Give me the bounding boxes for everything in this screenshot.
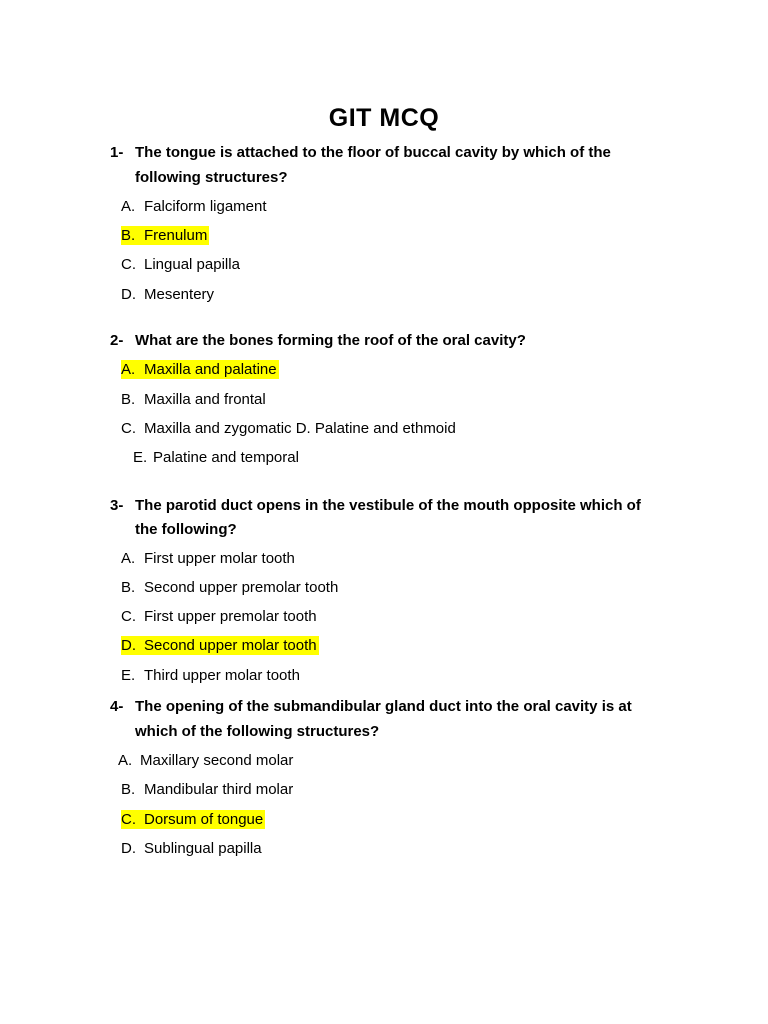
option-letter: C. <box>121 608 136 625</box>
option-letter: D. <box>121 637 136 654</box>
option-letter: C. <box>121 811 136 828</box>
option-d <box>121 637 319 654</box>
option-text: Second upper premolar tooth <box>144 579 339 596</box>
option-b <box>121 579 338 596</box>
question-text-line: The opening of the submandibular gland duct into the oral cavity is at <box>135 698 632 715</box>
option-c <box>121 811 265 828</box>
question-number: 4- <box>110 698 124 715</box>
option-letter: D. <box>121 286 136 303</box>
option-letter: D. <box>121 840 136 857</box>
option-b <box>121 227 209 244</box>
option-text: Maxilla and frontal <box>144 391 266 408</box>
option-text: Falciform ligament <box>144 198 267 215</box>
option-text: Third upper molar tooth <box>144 667 300 684</box>
answer-highlight <box>121 810 265 829</box>
option-letter: A. <box>121 550 136 567</box>
option-letter: A. <box>121 198 136 215</box>
answer-highlight <box>121 226 209 245</box>
option-letter: B. <box>121 391 136 408</box>
option-c <box>121 256 240 273</box>
option-c <box>121 608 317 625</box>
option-e <box>133 449 299 466</box>
option-text: Second upper molar tooth <box>144 637 317 654</box>
option-text: First upper premolar tooth <box>144 608 317 625</box>
answer-highlight <box>121 360 279 379</box>
option-c <box>121 420 456 437</box>
question-text-line: the following? <box>135 521 237 538</box>
answer-highlight <box>121 636 319 655</box>
option-text: Palatine and temporal <box>153 449 299 466</box>
option-letter: C. <box>121 420 136 437</box>
option-a <box>118 752 293 769</box>
option-text: First upper molar tooth <box>144 550 295 567</box>
question-text-line: which of the following structures? <box>135 723 380 740</box>
option-letter: B. <box>121 579 136 596</box>
question-number: 1- <box>110 144 124 161</box>
page-title: GIT MCQ <box>328 104 440 132</box>
option-letter: A. <box>121 361 136 378</box>
option-text: Frenulum <box>144 227 208 244</box>
question-text-line: The tongue is attached to the floor of buccal cavity by which of the <box>135 144 611 161</box>
option-d <box>121 286 214 303</box>
option-letter: E. <box>121 667 136 684</box>
option-letter: B. <box>121 781 136 798</box>
question-text-line: following structures? <box>135 169 288 186</box>
option-text: Maxillary second molar <box>140 752 294 769</box>
option-letter: A. <box>118 752 133 769</box>
option-text: Maxilla and palatine <box>144 361 277 378</box>
question-number: 2- <box>110 332 124 349</box>
option-b <box>121 781 293 798</box>
question-text-line: The parotid duct opens in the vestibule of the mouth opposite which of <box>135 497 641 514</box>
option-text: Mandibular third molar <box>144 781 294 798</box>
option-text: Sublingual papilla <box>144 840 262 857</box>
option-a <box>121 361 279 378</box>
option-e <box>121 667 300 684</box>
question-number: 3- <box>110 497 124 514</box>
option-letter: B. <box>121 227 136 244</box>
question-text-line: What are the bones forming the roof of the oral cavity? <box>135 332 526 349</box>
option-text: Dorsum of tongue <box>144 811 264 828</box>
option-letter: C. <box>121 256 136 273</box>
option-d <box>121 840 262 857</box>
option-b <box>121 391 266 408</box>
option-text: Mesentery <box>144 286 215 303</box>
option-a <box>121 550 295 567</box>
option-text: Lingual papilla <box>144 256 240 273</box>
option-text: Maxilla and zygomatic D. Palatine and ethmoid <box>144 420 456 437</box>
option-letter: E. <box>133 449 148 466</box>
option-a <box>121 198 267 215</box>
